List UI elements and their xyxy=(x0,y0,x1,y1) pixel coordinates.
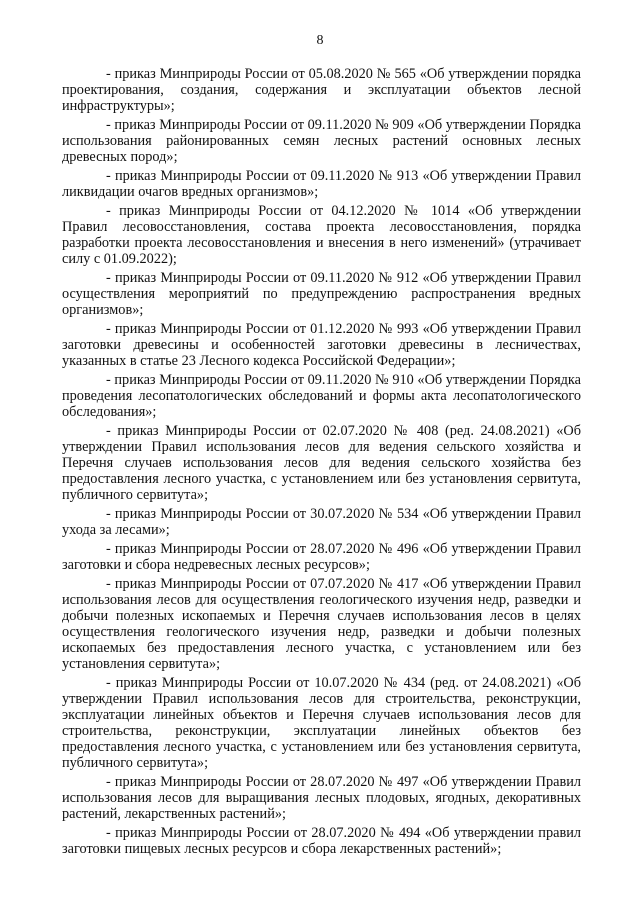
list-item: - приказ Минприроды России от 30.07.2020 № 534 «Об утверждении Правил ухода за лесами»; xyxy=(62,506,581,538)
list-item: - приказ Минприроды России от 28.07.2020 № 496 «Об утверждении Правил заготовки и сбора недревесных лесных ресурсов»; xyxy=(62,541,581,573)
list-item: - приказ Минприроды России от 07.07.2020 № 417 «Об утверждении Правил использования лесов для осуществления геологического изучения недр, разведки и добычи полезных ископаемых и Перечня случаев использования лесов в целях осуществления геологического изучения недр, разведки и добычи полезных ископаемых без предоставления лесного участка, с установлением или без установления сервитута»; xyxy=(62,576,581,672)
page-number: 8 xyxy=(316,33,324,48)
list-item: - приказ Минприроды России от 09.11.2020 № 913 «Об утверждении Правил ликвидации очагов вредных организмов»; xyxy=(62,168,581,200)
list-item: - приказ Минприроды России от 09.11.2020 № 909 «Об утверждении Порядка использования районированных семян лесных растений основных лесных древесных пород»; xyxy=(62,117,581,165)
list-item: - приказ Минприроды России от 02.07.2020 № 408 (ред. 24.08.2021) «Об утверждении Правил использования лесов для ведения сельского хозяйства и Перечня случаев использования лесов для ведения сельского хозяйства без предоставления лесного участка, с установлением или без установления сервитута, публичного сервитута»; xyxy=(62,423,581,503)
list-item: - приказ Минприроды России от 28.07.2020 № 494 «Об утверждении правил заготовки пищевых лесных ресурсов и сбора лекарственных растений»; xyxy=(62,825,581,857)
list-item: - приказ Минприроды России от 09.11.2020 № 910 «Об утверждении Порядка проведения лесопатологических обследований и формы акта лесопатологического обследования»; xyxy=(62,372,581,420)
list-item: - приказ Минприроды России от 28.07.2020 № 497 «Об утверждении Правил использования лесов для выращивания лесных плодовых, ягодных, декоративных растений, лекарственных растений»; xyxy=(62,774,581,822)
list-item: - приказ Минприроды России от 09.11.2020 № 912 «Об утверждении Правил осуществления мероприятий по предупреждению распространения вредных организмов»; xyxy=(62,270,581,318)
list-item: - приказ Минприроды России от 04.12.2020 № 1014 «Об утверждении Правил лесовосстановления, состава проекта лесовосстановления, порядка разработки проекта лесовосстановления и внесения в него изменений» (утрачивает силу с 01.09.2022); xyxy=(62,203,581,267)
list-item: - приказ Минприроды России от 05.08.2020 № 565 «Об утверждении порядка проектирования, создания, содержания и эксплуатации объектов лесной инфраструктуры»; xyxy=(62,66,581,114)
list-item: - приказ Минприроды России от 10.07.2020 № 434 (ред. от 24.08.2021) «Об утверждении Правил использования лесов для строительства, реконструкции, эксплуатации линейных объектов и Перечня случаев использования лесов для строительства, реконструкции, эксплуатации линейных объектов без предоставления лесного участка, с установлением или без установления сервитута, публичного сервитута»; xyxy=(62,675,581,771)
document-body xyxy=(62,66,581,857)
list-item: - приказ Минприроды России от 01.12.2020 № 993 «Об утверждении Правил заготовки древесины и особенностей заготовки древесины в лесничествах, указанных в статье 23 Лесного кодекса Российской Федерации»; xyxy=(62,321,581,369)
